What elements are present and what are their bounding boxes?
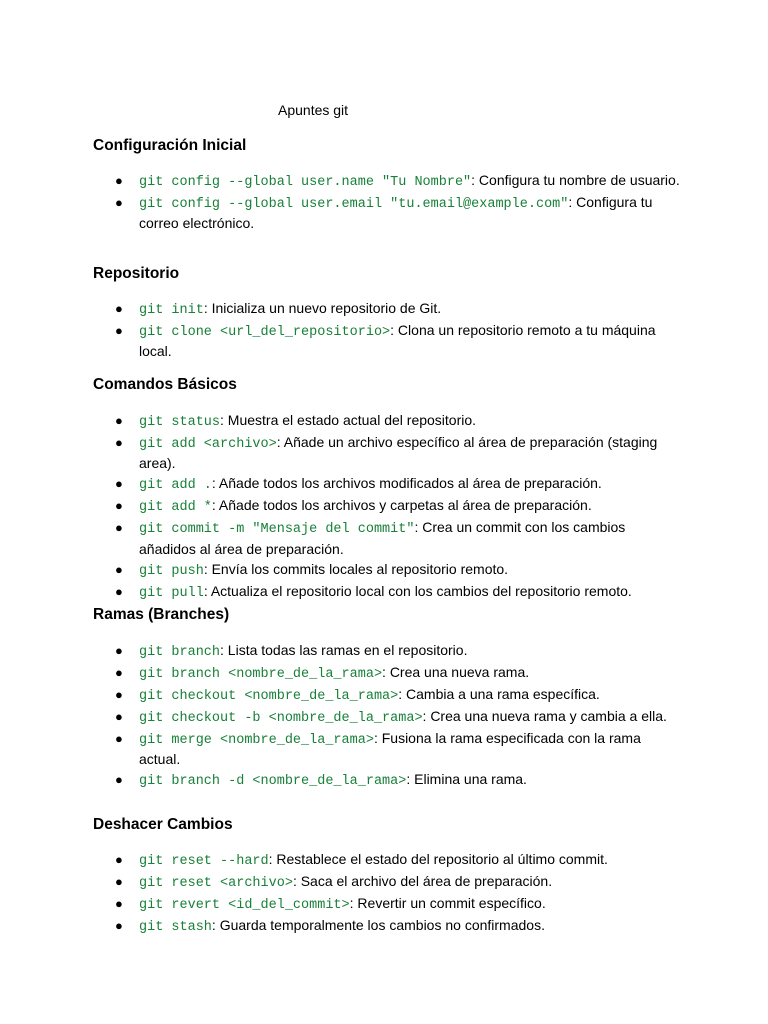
bullet-icon: ● (115, 434, 123, 450)
bullet-icon: ● (115, 520, 123, 536)
command-list (93, 850, 683, 937)
list-item (93, 685, 683, 706)
bullet-icon: ● (115, 301, 123, 316)
command-code: git stash (139, 919, 212, 935)
bullet-icon: ● (115, 917, 123, 933)
bullet-icon: ● (115, 643, 123, 658)
command-description: : Inicializa un nuevo repositorio de Git. (203, 300, 442, 316)
command-description: : Cambia a una rama específica. (398, 685, 600, 702)
list-item (93, 872, 683, 893)
command-list (93, 411, 683, 603)
list-item (93, 299, 683, 320)
section-heading: Repositorio (93, 265, 180, 282)
bullet-icon: ● (115, 498, 123, 514)
section-configuracion-inicial (93, 136, 683, 234)
command-code: git add <archivo> (139, 436, 277, 452)
list-item (93, 663, 683, 684)
command-code: git clone <url_del_repositorio> (139, 324, 391, 340)
bullet-icon: ● (115, 708, 123, 724)
command-description: : Revertir un commit específico. (349, 894, 546, 911)
command-code: git add . (139, 478, 212, 494)
command-code: git branch <nombre_de_la_rama> (139, 666, 383, 682)
list-item (93, 729, 683, 770)
bullet-icon: ● (115, 413, 123, 428)
bullet-icon: ● (115, 730, 123, 746)
list-item (93, 894, 683, 915)
command-description: : Muestra el estado actual del repositorio. (220, 412, 477, 428)
command-code: git config --global user.email "tu.email@example.com" (139, 196, 569, 212)
list-item (93, 518, 683, 559)
command-code: git add * (139, 500, 212, 516)
section-deshacer-cambios (93, 815, 683, 938)
bullet-icon: ● (115, 583, 123, 599)
bullet-icon: ● (115, 772, 123, 788)
command-code: git branch -d <nombre_de_la_rama> (139, 774, 407, 790)
section-repositorio (93, 264, 683, 362)
list-item (93, 496, 683, 517)
command-description: : Actualiza el repositorio local con los cambios del repositorio remoto. (203, 582, 632, 599)
section-heading: Deshacer Cambios (93, 816, 233, 833)
command-description: : Envía los commits locales al repositorio remoto. (203, 560, 509, 577)
bullet-icon: ● (115, 873, 123, 889)
list-item (93, 582, 683, 603)
bullet-icon: ● (115, 173, 123, 188)
document-title: Apuntes git (278, 102, 349, 118)
command-code: git branch (139, 645, 221, 660)
command-description: : Añade todos los archivos modificados al área de preparación. (211, 475, 602, 492)
command-description: : Configura tu nombre de usuario. (471, 172, 680, 188)
bullet-icon: ● (115, 664, 123, 680)
list-item (93, 707, 683, 728)
bullet-icon: ● (115, 476, 123, 492)
command-description: : Configura tu correo electrónico. (139, 193, 653, 232)
command-code: git init (139, 303, 204, 318)
list-item (93, 193, 683, 234)
command-description: : Añade un archivo específico al área de preparación (staging area). (139, 433, 658, 472)
section-heading: Comandos Básicos (93, 376, 237, 393)
list-item (93, 321, 683, 362)
command-code: git reset --hard (139, 854, 269, 869)
command-description: : Fusiona la rama especificada con la rama actual. (139, 729, 641, 768)
list-item (93, 433, 683, 474)
list-item (93, 411, 683, 432)
command-description: : Guarda temporalmente los cambios no confirmados. (211, 916, 545, 933)
list-item (93, 560, 683, 581)
command-code: git revert <id_del_commit> (139, 897, 350, 913)
bullet-icon: ● (115, 686, 123, 702)
command-code: git pull (139, 585, 204, 601)
command-description: : Saca el archivo del área de preparación. (292, 872, 553, 889)
bullet-icon: ● (115, 895, 123, 911)
list-item (93, 641, 683, 662)
list-item (93, 474, 683, 495)
list-item (93, 770, 683, 791)
command-description: : Restablece el estado del repositorio al último commit. (268, 851, 608, 867)
command-code: git checkout -b <nombre_de_la_rama> (139, 710, 423, 726)
command-description: : Elimina una rama. (406, 771, 527, 788)
command-description: : Añade todos los archivos y carpetas al área de preparación. (211, 497, 592, 514)
section-heading: Configuración Inicial (93, 137, 247, 154)
bullet-icon: ● (115, 561, 123, 577)
section-ramas (93, 605, 683, 792)
command-code: git commit -m "Mensaje del commit" (139, 522, 415, 538)
bullet-icon: ● (115, 194, 123, 210)
command-code: git config --global user.name "Tu Nombre" (139, 175, 472, 190)
command-description: : Crea una nueva rama. (382, 663, 530, 680)
command-list (93, 299, 683, 362)
command-code: git push (139, 563, 204, 579)
command-code: git checkout <nombre_de_la_rama> (139, 688, 399, 704)
command-list (93, 171, 683, 234)
list-item (93, 171, 683, 192)
command-description: : Clona un repositorio remoto a tu máquina local. (139, 321, 656, 360)
command-description: : Crea una nueva rama y cambia a ella. (422, 707, 667, 724)
section-comandos-basicos (93, 375, 683, 603)
command-code: git status (139, 415, 221, 430)
list-item (93, 850, 683, 871)
list-item (93, 916, 683, 937)
command-list (93, 641, 683, 792)
bullet-icon: ● (115, 322, 123, 338)
section-heading: Ramas (Branches) (93, 606, 230, 623)
command-description: : Lista todas las ramas en el repositorio. (220, 642, 468, 658)
bullet-icon: ● (115, 852, 123, 867)
command-code: git reset <archivo> (139, 875, 293, 891)
command-code: git merge <nombre_de_la_rama> (139, 732, 374, 748)
command-description: : Crea un commit con los cambios añadidos al área de preparación. (139, 519, 626, 557)
